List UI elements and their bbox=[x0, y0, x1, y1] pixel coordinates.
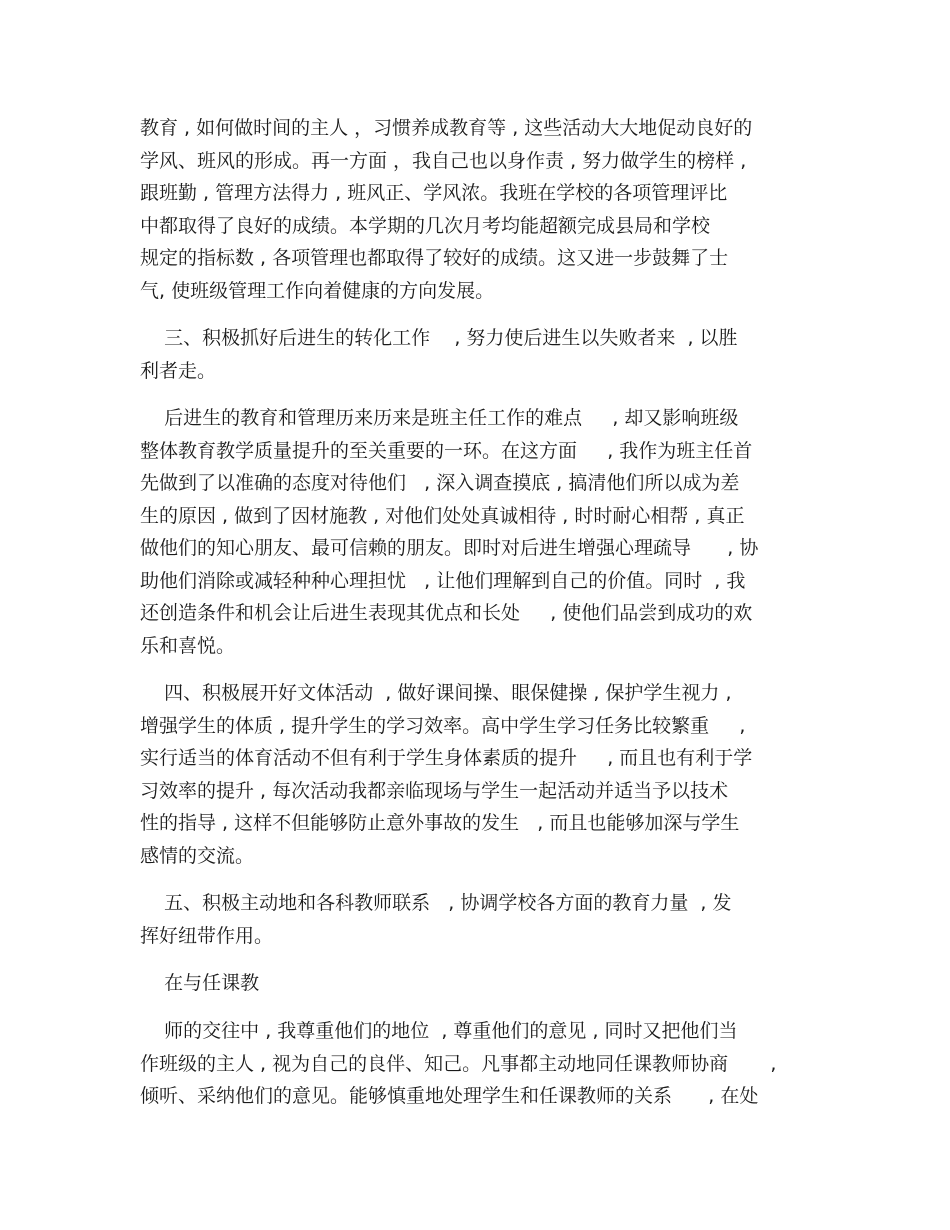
paragraph-6 bbox=[140, 967, 830, 1000]
paragraph-5-section-five bbox=[140, 887, 830, 952]
text-line: 学风、班风的形成。再一方面 ，我自己也以身作责 , 努力做学生的榜样 , bbox=[140, 149, 747, 172]
text-line: 利者走。 bbox=[140, 359, 217, 382]
text-line: 做他们的知心朋友、最可信赖的朋友。即时对后进生增强心理疏导 , 协 bbox=[140, 537, 759, 559]
text-line: 生的原因 , 做到了因材施教 , 对他们处处真诚相待 , 时时耐心相帮 , 真正 bbox=[140, 504, 745, 527]
text-line: 教育 , 如何做时间的主人 ，习惯养成教育等 , 这些活动大大地促动良好的 bbox=[140, 117, 753, 139]
text-line: 中都取得了良好的成绩。本学期的几次月考均能超额完成县局和学校 bbox=[140, 214, 711, 237]
text-line: 还创造条件和机会让后进生表现其优点和长处 , 使他们品尝到成功的欢 bbox=[140, 602, 753, 624]
text-line: 性的指导 , 这样不但能够防止意外事故的发生 , 而且也能够加深与学生 bbox=[140, 812, 740, 834]
text-line: 增强学生的体质 , 提升学生的学习效率。高中学生学习任务比较繁重 , bbox=[140, 714, 746, 737]
text-line: 挥好纽带作用。 bbox=[140, 924, 274, 947]
paragraph-2-section-three-heading bbox=[140, 322, 830, 387]
text-line: 四、积极展开好文体活动 , 做好课间操、眼保健操 , 保护学生视力 , bbox=[140, 682, 732, 704]
text-line: 师的交往中 , 我尊重他们的地位 , 尊重他们的意见 , 同时又把他们当 bbox=[140, 1020, 738, 1042]
text-line: 作班级的主人 , 视为自己的良伴、知己。凡事都主动地同任课教师协商 , bbox=[140, 1052, 777, 1075]
text-line: 气, 使班级管理工作向着健康的方向发展。 bbox=[140, 279, 495, 302]
text-line: 习效率的提升 , 每次活动我都亲临现场与学生一起活动并适当予以技术 bbox=[140, 779, 729, 802]
text-line: 后进生的教育和管理历来历来是班主任工作的难点 , 却又影响班级 bbox=[140, 407, 739, 429]
paragraph-7 bbox=[140, 1015, 830, 1113]
text-line: 整体教育教学质量提升的至关重要的一环。在这方面 , 我作为班主任首 bbox=[140, 439, 753, 462]
text-line: 三、积极抓好后进生的转化工作 , 努力使后进生以失败者来 , 以胜 bbox=[140, 327, 738, 349]
text-line: 先做到了以准确的态度对待他们 , 深入调查摸底 , 搞清他们所以成为差 bbox=[140, 472, 740, 494]
text-line: 五、积极主动地和各科教师联系 , 协调学校各方面的教育力量 , 发 bbox=[140, 892, 732, 914]
text-line: 在与任课教 bbox=[140, 972, 260, 994]
text-line: 跟班勤 , 管理方法得力 , 班风正、学风浓。我班在学校的各项管理评比 bbox=[140, 182, 728, 204]
text-line: 感情的交流。 bbox=[140, 844, 255, 867]
paragraph-3 bbox=[140, 402, 830, 662]
text-line: 实行适当的体育活动不但有利于学生身体素质的提升 , 而且也有利于学 bbox=[140, 747, 753, 769]
paragraph-4-section-four bbox=[140, 677, 830, 872]
text-line: 助他们消除或减轻种种心理担忧 , 让他们理解到自己的价值。同时 , 我 bbox=[140, 569, 746, 592]
text-line: 倾听、采纳他们的意见。能够慎重地处理学生和任课教师的关系 , 在处 bbox=[140, 1085, 759, 1107]
text-line: 规定的指标数 , 各项管理也都取得了较好的成绩。这又进一步鼓舞了士 bbox=[140, 247, 729, 269]
paragraph-1 bbox=[140, 112, 830, 307]
text-line: 乐和喜悦。 bbox=[140, 634, 236, 657]
